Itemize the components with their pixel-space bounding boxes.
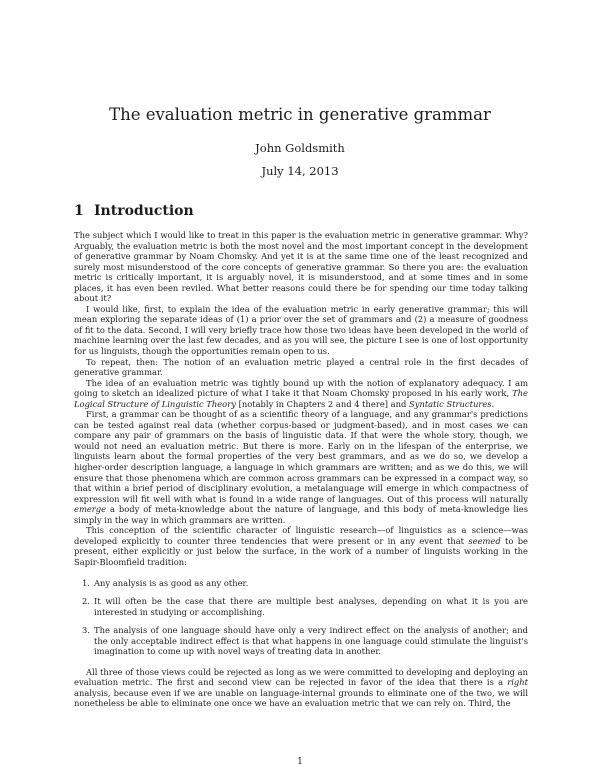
- paragraph: I would like, first, to explain the idea of the evaluation metric in early generative grammar; this will mean exploring the separate ideas of (1) a prior over the set of grammars and (2) a measure of goodness of fit to the data. Second, I will very briefly trace how those two ideas have been developed in the world of machine learning over the last few decades, and as you will see, the picture I see is one of lost opportunity for us linguists, though the opportunities remain open to us.: [74, 303, 528, 357]
- paragraph-text: to be present, either explicitly or just below the surface, in the work of a number of linguists working in the Sapir-Bloomfield tradition:: [74, 535, 528, 567]
- paragraph: To repeat, then: The notion of an evaluation metric played a central role in the first decades of generative grammar.: [74, 356, 528, 378]
- paragraph: [74, 378, 528, 410]
- paragraph-text: First, a grammar can be thought of as a scientific theory of a language, and any grammar's predictions can be tested against real data (whether corpus-based or judgment-based), and in most cases we can compare any pair of grammars on the basis of linguistic data. If that were the whole story, though, we would not need an evaluation metric. But there is more. Early on in the lifespan of the enterprise, we linguists learn about the formal properties of the very best grammars, and as we do so, we develop a higher-order description language, a language in which grammars are written; and as we do this, we will ensure that those phenomena which are common across grammars can be expressed in a compact way, so that within a brief period of disciplinary evolution, a metalanguage will emerge in which compactness of expression will fit well with what is found in a wide range of languages. Out of this process will naturally: [74, 409, 528, 504]
- numbered-list: [74, 578, 528, 657]
- paragraph-text: All three of those views could be rejected as long as we were committed to developing and deploying an evaluation metric. The first and second view can be rejected in favor of the idea that there is a: [74, 666, 528, 688]
- paragraph-text: This conception of the scientific character of linguistic research—of linguistics as a science—was developed explicitly to counter three tendencies that were present or in any event that: [74, 525, 528, 546]
- book-title-italic: Syntatic Structures: [409, 398, 492, 409]
- list-marker: 3.: [82, 625, 90, 636]
- emphasis-italic: emerge: [74, 504, 107, 515]
- paragraph: The subject which I would like to treat in this paper is the evaluation metric in generative grammar. Why? Arguably, the evaluation metric is both the most novel and the most important concept in the development of generative grammar by Noam Chomsky. And yet it is at the same time one of the least recognized and surely most misunderstood of the core concepts of generative grammar. So there you are: the evaluation metric is critically important, it is arguably novel, it is misunderstood, and at some times and in some places, it has even been reviled. What better reasons could there be for spending our time today talking about it?: [74, 230, 528, 304]
- paragraph-text: [notably in Chapters 2 and 4 there] and: [235, 398, 410, 409]
- emphasis-italic: right: [507, 677, 528, 688]
- paper-title: The evaluation metric in generative grammar: [109, 105, 491, 124]
- paragraph: [74, 409, 528, 525]
- list-item-text: Any analysis is as good as any other.: [94, 577, 249, 588]
- section-heading: [74, 202, 194, 220]
- list-item-text: It will often be the case that there are multiple best analyses, depending on what it is you are interested in studying or accomplishing.: [94, 596, 528, 617]
- paragraph: [74, 525, 528, 567]
- paper-author: John Goldsmith: [255, 141, 345, 155]
- page-number: 1: [297, 757, 303, 767]
- paragraph-text: a body of meta-knowledge about the nature of language, and this body of meta-knowledge lies simply in the way in which grammars are written.: [74, 504, 528, 525]
- list-item-text: The analysis of one language should have only a very indirect effect on the analysis of another; and the only acceptable indirect effect is that what happens in one language could stimulate the linguist's imagination to come up with novel ways of treating data in another.: [94, 625, 528, 657]
- list-marker: 2.: [82, 596, 90, 607]
- list-marker: 1.: [82, 577, 90, 588]
- list-item: [74, 578, 528, 589]
- section-number: 1: [74, 203, 84, 219]
- paragraph-text: .: [491, 398, 495, 409]
- list-item: [74, 625, 528, 657]
- paragraph: [74, 667, 528, 709]
- paragraph-text: The idea of an evaluation metric was tightly bound up with the notion of explanatory adequacy. I am going to sketch an idealized picture of what I take it that Noam Chomsky proposed in his early work,: [74, 377, 528, 399]
- book-title-italic: The Logical Structure of Linguistic Theory: [74, 388, 528, 409]
- body-text: [74, 230, 528, 709]
- list-item: [74, 596, 528, 617]
- paragraph-text: analysis, because even if we are unable on language-internal grounds to eliminate one of the two, we will nonetheless be able to eliminate one once we have an evaluation metric that we can rely on. Third, the: [74, 687, 528, 709]
- emphasis-italic: seemed: [468, 535, 501, 546]
- section-title: Introduction: [94, 203, 194, 219]
- paper-date: July 14, 2013: [261, 164, 339, 178]
